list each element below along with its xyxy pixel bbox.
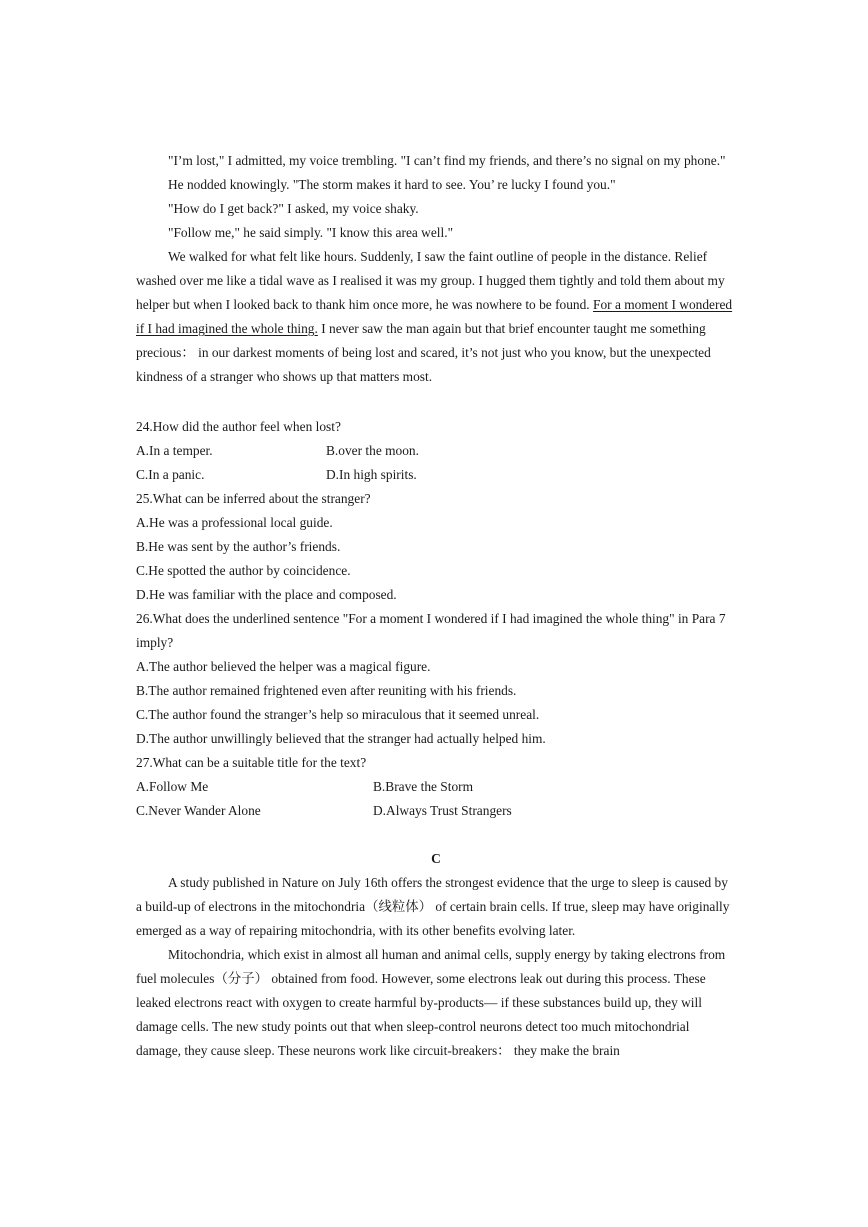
options-row bbox=[136, 463, 736, 487]
text-before: We walked for what felt like hours. Suddenly, I saw the faint outline of people in the distance. Relief washed over me like a tidal wave as I realised it was my group. I hugged them tightly and told them about my helper but when I looked back to thank him once more, he was nowhere to be found. bbox=[136, 249, 725, 312]
option: A.Follow Me bbox=[136, 779, 209, 794]
question-stem: 24.How did the author feel when lost? bbox=[136, 419, 341, 434]
paragraph: He nodded knowingly. "The storm makes it hard to see. You’ re lucky I found you." bbox=[168, 177, 616, 192]
option: B.He was sent by the author’s friends. bbox=[136, 539, 341, 554]
option: C.Never Wander Alone bbox=[136, 803, 261, 818]
option: C.He spotted the author by coincidence. bbox=[136, 563, 351, 578]
question-stem: 26.What does the underlined sentence "For a moment I wondered if I had imagined the whole thing" in Para 7 imply? bbox=[136, 611, 726, 650]
option: C.In a panic. bbox=[136, 467, 205, 482]
options-row bbox=[136, 439, 736, 463]
option: B.The author remained frightened even after reuniting with his friends. bbox=[136, 683, 517, 698]
option: B.Brave the Storm bbox=[373, 779, 474, 794]
paragraph: "How do I get back?" I asked, my voice shaky. bbox=[168, 201, 419, 216]
paragraph: "Follow me," he said simply. "I know this area well." bbox=[168, 225, 454, 240]
question-stem: 25.What can be inferred about the stranger? bbox=[136, 491, 371, 506]
passage-b bbox=[136, 149, 736, 389]
option: B.over the moon. bbox=[326, 443, 419, 458]
options-row bbox=[136, 775, 736, 799]
paragraph: A study published in Nature on July 16th offers the strongest evidence that the urge to sleep is caused by a build-up of electrons in the mitochondria（线粒体） of certain brain cells. If true, sleep may have originally emerged as a way of repairing mitochondria, with its other benefits evolving later. bbox=[136, 875, 730, 938]
paragraph: Mitochondria, which exist in almost all human and animal cells, supply energy by taking electrons from fuel molecules（分子） obtained from food. However, some electrons leak out during this process. These leaked electrons react with oxygen to create harmful by-products— if these substances build up, they will damage cells. The new study points out that when sleep-control neurons detect too much mitochondrial damage, they cause sleep. These neurons work like circuit-breakers： they make the brain bbox=[136, 947, 726, 1058]
option: A.In a temper. bbox=[136, 443, 213, 458]
underlined-sentence: For a moment I wondered if I had imagined the whole thing. bbox=[136, 297, 733, 336]
option: D.In high spirits. bbox=[326, 467, 417, 482]
option: D.Always Trust Strangers bbox=[373, 803, 512, 818]
options-row bbox=[136, 799, 736, 823]
section-heading: C bbox=[431, 851, 441, 866]
questions bbox=[136, 415, 736, 1063]
text-after: I never saw the man again but that brief encounter taught me something precious： in our darkest moments of being lost and scared, it’s not just who you know, but the unexpected kindness of a stranger who shows up that matters most. bbox=[136, 321, 711, 384]
option: A.He was a professional local guide. bbox=[136, 515, 333, 530]
option: D.He was familiar with the place and composed. bbox=[136, 587, 397, 602]
option: D.The author unwillingly believed that the stranger had actually helped him. bbox=[136, 731, 546, 746]
option: C.The author found the stranger’s help so miraculous that it seemed unreal. bbox=[136, 707, 540, 722]
paragraph-with-underline bbox=[136, 245, 736, 389]
option: A.The author believed the helper was a magical figure. bbox=[136, 659, 431, 674]
question-stem: 27.What can be a suitable title for the text? bbox=[136, 755, 367, 770]
paragraph: "I’m lost," I admitted, my voice trembling. "I can’t find my friends, and there’s no signal on my phone." bbox=[168, 153, 726, 168]
